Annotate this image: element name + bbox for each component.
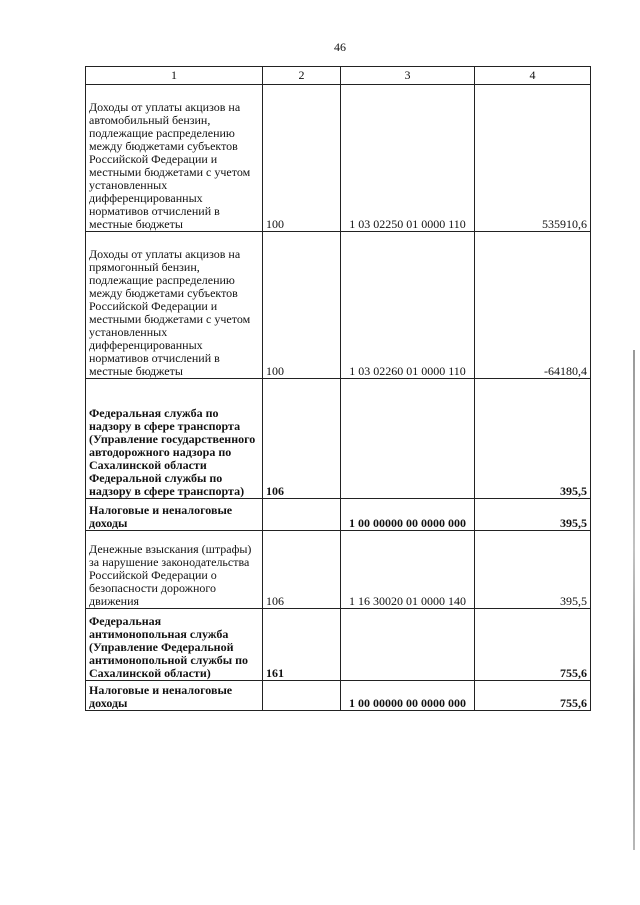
amount-cell: 755,6 (475, 681, 591, 711)
header-col-4: 4 (475, 67, 591, 85)
amount-cell: 395,5 (475, 531, 591, 609)
amount-cell: -64180,4 (475, 232, 591, 379)
admin-code-cell: 100 (263, 85, 341, 232)
table-body (86, 85, 591, 711)
amount-cell: 755,6 (475, 609, 591, 681)
admin-code-cell: 106 (263, 531, 341, 609)
table-row (86, 609, 591, 681)
header-col-1: 1 (86, 67, 263, 85)
revenue-name-cell: Федеральная служба по надзору в сфере транспорта (Управление государственного автодорожного надзора по Сахалинской области Федеральной службы по надзору в сфере транспорта) (86, 379, 263, 499)
budget-code-cell (341, 609, 475, 681)
scan-edge-mark (633, 350, 635, 850)
table-row (86, 85, 591, 232)
admin-code-cell: 161 (263, 609, 341, 681)
amount-cell: 395,5 (475, 379, 591, 499)
budget-code-cell: 1 03 02260 01 0000 110 (341, 232, 475, 379)
admin-code-cell: 106 (263, 379, 341, 499)
revenue-name-cell: Доходы от уплаты акцизов на автомобильный бензин, подлежащие распределению между бюджетами субъектов Российской Федерации и местными бюджетами с учетом установленных дифференцированных нормативов отчислений в местные бюджеты (86, 85, 263, 232)
admin-code-cell: 100 (263, 232, 341, 379)
budget-code-cell (341, 379, 475, 499)
table-row (86, 531, 591, 609)
table-header (86, 67, 591, 85)
header-col-3: 3 (341, 67, 475, 85)
revenue-name-cell: Федеральная антимонопольная служба (Управление Федеральной антимонопольной службы по Сахалинской области) (86, 609, 263, 681)
table-row (86, 499, 591, 531)
amount-cell: 395,5 (475, 499, 591, 531)
table-row (86, 379, 591, 499)
revenue-name-cell: Денежные взыскания (штрафы) за нарушение законодательства Российской Федерации о безопасности дорожного движения (86, 531, 263, 609)
revenue-name-cell: Доходы от уплаты акцизов на прямогонный бензин, подлежащие распределению между бюджетами субъектов Российской Федерации и местными бюджетами с учетом установленных дифференцированных нормативов отчислений в местные бюджеты (86, 232, 263, 379)
budget-code-cell: 1 16 30020 01 0000 140 (341, 531, 475, 609)
admin-code-cell (263, 499, 341, 531)
page-number: 46 (334, 40, 346, 54)
amount-cell: 535910,6 (475, 85, 591, 232)
table-row (86, 681, 591, 711)
table-row (86, 232, 591, 379)
budget-code-cell: 1 00 00000 00 0000 000 (341, 681, 475, 711)
budget-code-cell: 1 03 02250 01 0000 110 (341, 85, 475, 232)
revenue-name-cell: Налоговые и неналоговые доходы (86, 499, 263, 531)
budget-code-cell: 1 00 00000 00 0000 000 (341, 499, 475, 531)
admin-code-cell (263, 681, 341, 711)
header-col-2: 2 (263, 67, 341, 85)
revenue-table (85, 66, 591, 711)
revenue-name-cell: Налоговые и неналоговые доходы (86, 681, 263, 711)
